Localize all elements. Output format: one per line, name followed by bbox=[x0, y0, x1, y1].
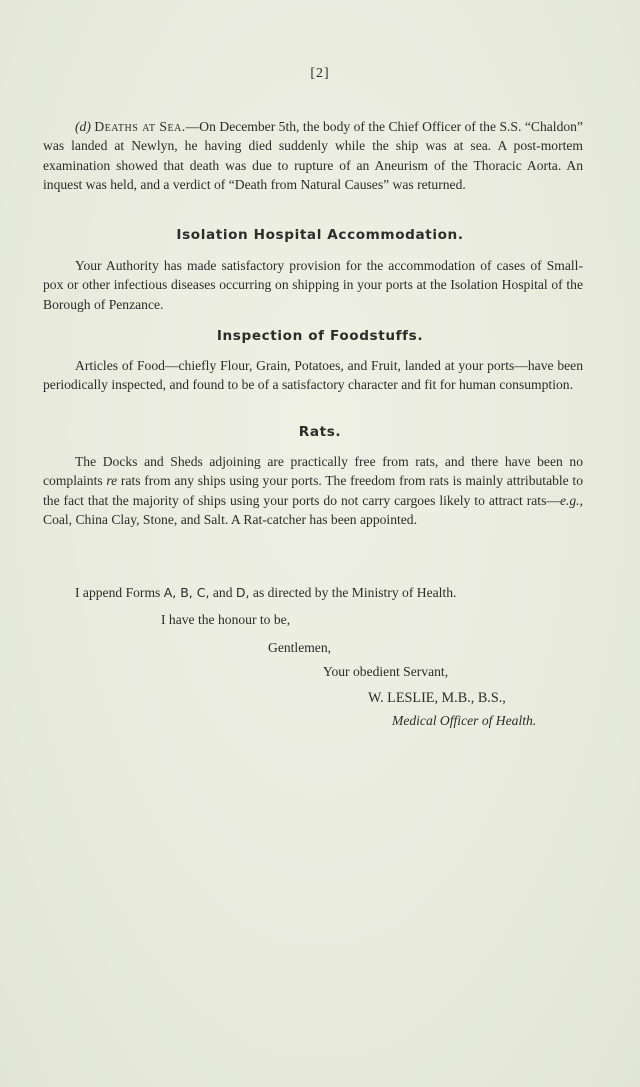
rats-text-2: rats from any ships using your ports. The freedom from rats is mainly attributable to the fact that the majority of ships using your ports do not carry cargoes likely to attract rats— bbox=[43, 473, 583, 508]
forms-and: and bbox=[209, 585, 236, 600]
signatory-title: Medical Officer of Health. bbox=[392, 713, 537, 728]
section-marker: (d) bbox=[75, 119, 91, 134]
forms-text-1: I append Forms bbox=[75, 585, 164, 600]
isolation-paragraph: Your Authority has made satisfactory provision for the accommodation of cases of Small-pox or other infectious diseases occurring on shipping in your ports at the Isolation Hospital of the Borough of Penzance. bbox=[43, 258, 583, 312]
closing-line-3: Your obedient Servant, bbox=[323, 664, 449, 679]
rats-re: re bbox=[106, 473, 118, 489]
isolation-heading: Isolation Hospital Accommodation. bbox=[176, 227, 464, 243]
deaths-at-sea-paragraph bbox=[43, 117, 583, 195]
rats-heading: Rats. bbox=[298, 424, 342, 440]
foodstuffs-paragraph: Articles of Food—chiefly Flour, Grain, Potatoes, and Fruit, landed at your ports—have been periodically inspected, and found to be of a satisfactory character and fit for human consumption. bbox=[43, 358, 583, 393]
forms-text-2: as directed by the Ministry of Health. bbox=[249, 585, 457, 600]
signature: W. LESLIE, M.B., B.S., bbox=[368, 690, 506, 706]
rats-text-3: , Coal, China Clay, Stone, and Salt. A Rat-catcher has been appointed. bbox=[43, 492, 583, 528]
rats-eg: e.g. bbox=[559, 492, 580, 508]
foodstuffs-heading: Inspection of Foodstuffs. bbox=[216, 328, 424, 344]
closing-line-1: I have the honour to be, bbox=[161, 612, 291, 627]
deaths-at-sea-text: —On December 5th, the body of the Chief Officer of the S.S. “Chaldon” was landed at Newlyn, he having died suddenly while the ship was at sea. A post-mortem examination showed that death was due to rupture of an Aneurism of the Thoracic Aorta. An inquest was held, and a verdict of “Death from Natural Causes” was returned. bbox=[43, 119, 583, 193]
forms-last-letter: D, bbox=[235, 585, 250, 600]
rats-paragraph bbox=[43, 452, 583, 530]
rats-text-1: The Docks and Sheds adjoining are practically free from rats, and there have been no complaints bbox=[43, 454, 583, 489]
page-number: [2] bbox=[310, 66, 330, 81]
deaths-at-sea-heading: Deaths at Sea. bbox=[94, 119, 186, 134]
forms-paragraph bbox=[43, 583, 583, 602]
closing-line-2: Gentlemen, bbox=[268, 640, 332, 655]
forms-letters: A, B, C, bbox=[163, 585, 210, 600]
